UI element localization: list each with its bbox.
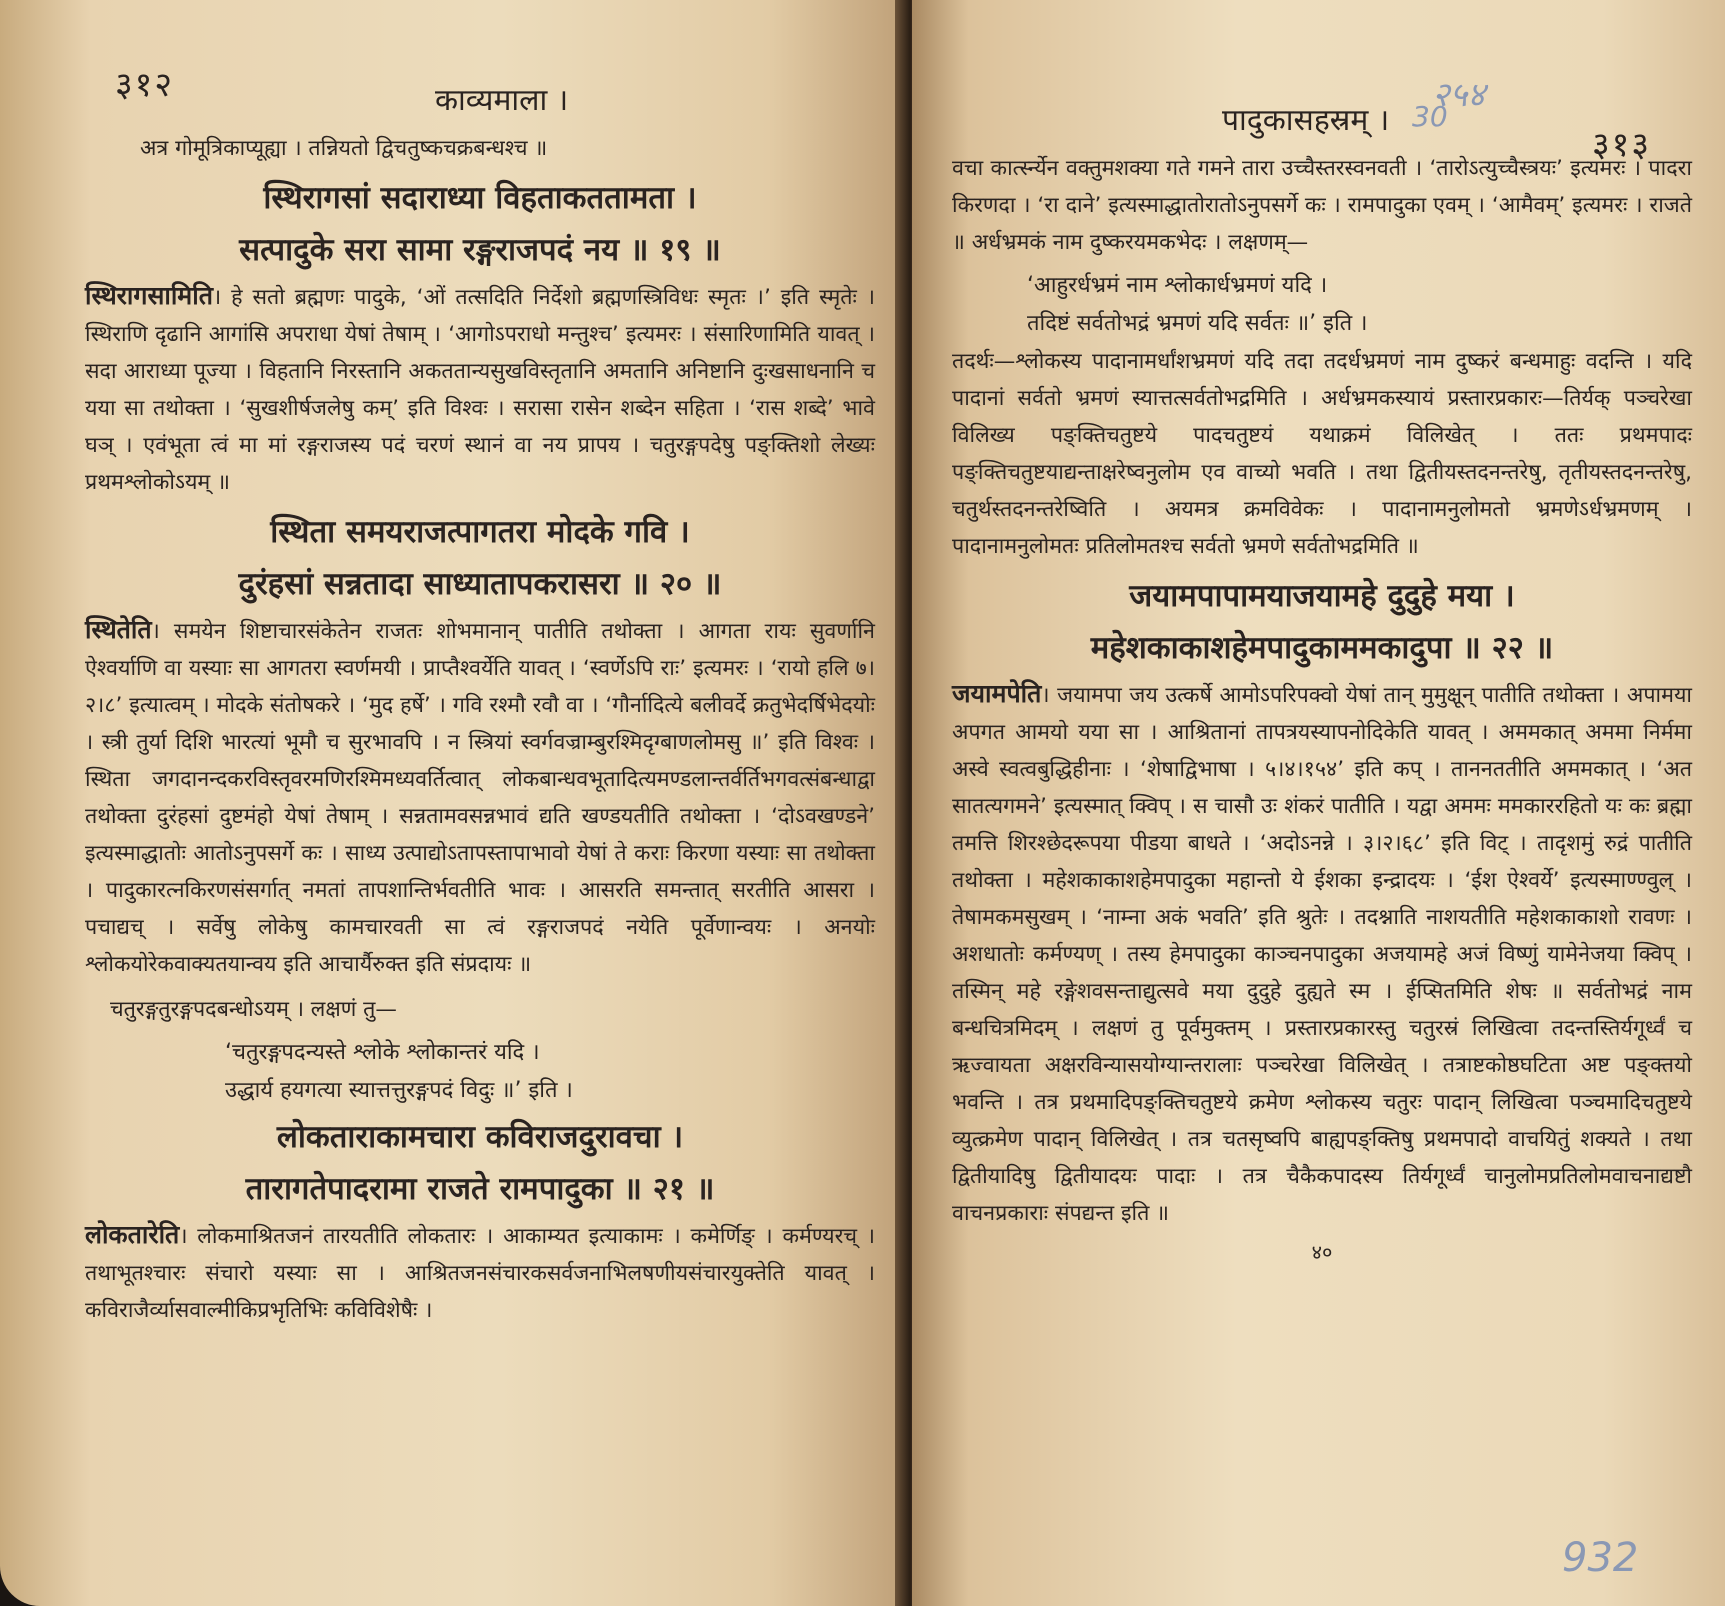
quote-line-2: उद्धार्य हयगत्या स्यात्तत्तुरङ्गपदं विदुः ॥’ इति ।: [225, 1078, 573, 1103]
running-title: काव्यमाला ।: [435, 83, 569, 118]
verse-21-line-2: तारागतेपादरामा राजते रामपादुका ॥ २१ ॥: [245, 1171, 715, 1207]
bandha-line: चतुरङ्गतुरङ्गपदबन्धोऽयम् । लक्षणं तु—: [110, 997, 397, 1022]
commentary-19: [85, 277, 875, 501]
folio-signature: ४०: [1311, 1240, 1333, 1264]
commentary-21: [85, 1216, 875, 1329]
right-page: [912, 0, 1725, 1606]
commentary-lead: लोकतारेति: [85, 1220, 180, 1249]
commentary-22: [952, 675, 1692, 1232]
commentary-lead: जयामपेति: [952, 679, 1042, 708]
intro-line: अत्र गोमूत्रिकाप्यूह्या । तन्नियतो द्विचतुष्कचक्रबन्धश्च ॥: [140, 136, 548, 161]
commentary-lead: स्थिरागसामिति: [85, 281, 213, 310]
page-number: ३१३: [1592, 125, 1652, 165]
commentary-lead: स्थितेति: [85, 615, 152, 644]
verse-22-line-1: जयामपापामयाजयामहे दुदुहे मया ।: [1129, 578, 1515, 614]
verse-20-line-2: दुरंहसां सन्नतादा साध्यातापकरासरा ॥ २० ॥: [238, 566, 722, 602]
page-number: ३१२: [115, 65, 175, 105]
quote-line-2: तदिष्टं सर्वतोभद्रं भ्रमणं यदि सर्वतः ॥’ इति ।: [1027, 311, 1368, 336]
quote-line-1: ‘चतुरङ्गपदन्यस्ते श्लोके श्लोकान्तरं यदि ।: [225, 1040, 540, 1065]
left-column: [85, 60, 875, 1335]
verse-21-line-1: लोकताराकामचारा कविराजदुरावचा ।: [276, 1119, 684, 1155]
running-title: पादुकासहस्रम् ।: [1222, 103, 1390, 138]
verse-20-line-1: स्थिता समयराजत्पागतरा मोदके गवि ।: [270, 514, 690, 550]
commentary-text: । समयेन शिष्टाचारसंकेतेन राजतः शोभमानान् पातीति तथोक्ता । आगता रायः सुवर्णानि ऐश्वर्याणि वा यस्याः सा आगतरा स्वर्णमयी । प्राप्तैश्वर्येति यावत् । ‘स्वर्णेऽपि राः’ इत्यमरः । ‘रायो हलि ७।२।८’ इत्यात्वम् । मोदके संतोषकरे । ‘मुद हर्षे’ । गवि रश्मौ रवौ वा । ‘गौर्नादित्ये बलीवर्दे क्रतुभेदर्षिभेदयोः । स्त्री तुर्या दिशि भारत्यां भूमौ च सुरभावपि । न स्त्रियां स्वर्गवज्राम्बुरश्मिदृग्बाणलोमसु ॥’ इति विश्वः । स्थिता जगदानन्दकरविस्तृवरमणिरश्मिमध्यवर्तित्वात् लोकबान्धवभूतादित्यमण्डलान्तर्वर्तिभगवत्संबन्धाद्वा तथोक्ता दुरंहसां दुष्टमंहो येषां तेषाम् । सन्नतामवसन्नभावं द्यति खण्डयतीति तथोक्ता । ‘दोऽवखण्डने’ इत्यस्माद्धातोः आतोऽनुपसर्गे कः । साध्य उत्पाद्योऽतापस्तापाभावो येषां ते कराः किरणा यस्याः सा तथोक्ता । पादुकारत्नकिरणसंसर्गात् नमतां तापशान्तिर्भवतीति भावः । आसरति समन्तात् सरतीति आसरा । पचाद्यच् । सर्वेषु लोकेषु कामचारवती सा त्वं रङ्गराजपदं नयेति पूर्वेणान्वयः । अनयोः श्लोकयोरेकवाक्यतयान्वय इति आचार्यैरुक्त इति संप्रदायः ॥: [85, 619, 875, 977]
commentary-text: । जयामपा जय उत्कर्षे आमोऽपरिपक्वो येषां तान् मुमुक्षून् पातीति तथोक्ता । अपामया अपगत आमयो यया सा । आश्रितानां तापत्रयस्यापनोदिकेति यावत् । अममकात् अममा निर्ममा अस्वे स्वत्वबुद्धिहीनाः । ‘शेषाद्विभाषा । ५।४।१५४’ इति कप् । ताननततीति अममकात् । ‘अत सातत्यगमने’ इत्यस्मात् क्विप् । स चासौ उः शंकरं पातीति । यद्वा अममः ममकाररहितो यः कः ब्रह्मा तमत्ति शिरश्छेदरूपया पीडया बाधते । ‘अदोऽनन्ने । ३।२।६८’ इति विट् । तादृशमुं रुद्रं पातीति तथोक्ता । महेशकाकाशहेमपादुका महान्तो ये ईशका इन्द्रादयः । ‘ईश ऐश्वर्ये’ इत्यस्माण्ण्वुल् । तेषामकमसुखम् । ‘नाम्ना अकं भवति’ इति श्रुतेः । तदश्नाति नाशयतीति महेशकाकाशो रावणः । अशधातोः कर्मण्यण् । तस्य हेमपादुका काञ्चनपादुका अजयामहे अजं विष्णुं यामेनेजया क्विप् । तस्मिन् महे रङ्गेशवसन्ताद्युत्सवे मया दुदुहे दुह्यते स्म । ईप्सितमिति शेषः ॥ सर्वतोभद्रं नाम बन्धचित्रमिदम् । लक्षणं तु पूर्वमुक्तम् । प्रस्तारप्रकारस्तु चतुरस्रं लिखित्वा तदन्तस्तिर्यगूर्ध्वं च ऋज्वायता अक्षरविन्यासयोग्यान्तरालाः पञ्चरेखा विलिखेत् । तत्राष्टकोष्ठघटिता अष्ट पङ्क्तयो भवन्ति । तत्र प्रथमादिपङ्क्तिचतुष्टये क्रमेण श्लोकस्य चतुरः पादान् लिखित्वा पञ्चमादिचतुष्टये व्युत्क्रमेण पादान् विलिखेत् । तत्र चतसृष्वपि बाह्यपङ्क्तिषु प्रथमपादो वाचयितुं शक्यते । तथा द्वितीयादिषु द्वितीयादयः पादाः । तत्र चैकैकपादस्य तिर्यगूर्ध्वं चानुलोमप्रतिलोमवाचनाद्यष्टौ वाचनप्रकाराः संपद्यन्त इति ॥: [952, 683, 1692, 1226]
handwritten-note-top: २५४: [1432, 75, 1486, 115]
commentary-text: । हे सतो ब्रह्मणः पादुके, ‘ओं तत्सदिति निर्देशो ब्रह्मणस्त्रिविधः स्मृतः ।’ इति स्मृतेः । स्थिराणि दृढानि आगांसि अपराधा येषां तेषाम् । ‘आगोऽपराधो मन्तुश्च’ इत्यमरः । संसारिणामिति यावत् । सदा आराध्या पूज्या । विहतानि निरस्तानि अकततान्यसुखविस्तृतानि अमतानि अनिष्टानि दुःखसाधनानि च यया सा तथोक्ता । ‘सुखशीर्षजलेषु कम्’ इति विश्वः । सरासा रासेन शब्देन सहिता । ‘रास शब्दे’ भावे घञ् । एवंभूता त्वं मा मां रङ्गराजस्य पदं चरणं स्थानं वा नय प्रापय । चतुरङ्गपदेषु पङ्क्तिशो लेख्यः प्रथमश्लोकोऽयम् ॥: [85, 285, 875, 495]
verse-22-line-2: महेशकाकाशहेमपादुकाममकादुपा ॥ २२ ॥: [1090, 630, 1554, 666]
verse-19-line-1: स्थिरागसां सदाराध्या विहताकततामता ।: [263, 180, 697, 216]
commentary-bandha: तदर्थः—श्लोकस्य पादानामर्धांशभ्रमणं यदि तदा तदर्धभ्रमणं नाम दुष्करं बन्धमाहुः वदन्ति । यदि पादानां सर्वतो भ्रमणं स्यात्तत्सर्वतोभद्रमिति । अर्धभ्रमकस्यायं प्रस्तारप्रकारः—तिर्यक् पञ्चरेखा विलिख्य पङ्क्तिचतुष्टये पादचतुष्टयं यथाक्रमं विलिखेत् । ततः प्रथमपादः पङ्क्तिचतुष्टयाद्यन्ताक्षरेष्वनुलोम एव वाच्यो भवति । तथा द्वितीयस्तदनन्तरेषु, तृतीयस्तदनन्तरेषु, चतुर्थस्तदनन्तरेष्विति । अयमत्र क्रमविवेकः । पादानामनुलोमतो भ्रमणेऽर्धभ्रमणम् । पादानामनुलोमतः प्रतिलोमतश्च सर्वतो भ्रमणे सर्वतोभद्रमिति ॥: [952, 349, 1692, 559]
handwritten-page-note: 30: [1412, 100, 1448, 133]
quote-line-1: ‘आहुरर्धभ्रमं नाम श्लोकार्धभ्रमणं यदि ।: [1027, 273, 1328, 298]
verse-19-line-2: सत्पादुके सरा सामा रङ्गराजपदं नय ॥ १९ ॥: [239, 232, 721, 268]
commentary-text: । लोकमाश्रितजनं तारयतीति लोकतारः । आकाम्यत इत्याकामः । कमेर्णिङ् । कर्मण्यरच् । तथाभूतश्चारः संचारो यस्याः सा । आश्रितजनसंचारकसर्वजनाभिलषणीयसंचारयुक्तेति यावत् । कविराजैर्व्यासवाल्मीकिप्रभृतिभिः कविविशेषैः ।: [85, 1224, 875, 1323]
right-column: [952, 80, 1692, 1265]
handwritten-note-bottom: 932: [1562, 1535, 1639, 1581]
left-header: [85, 60, 875, 130]
commentary-20: [85, 611, 875, 983]
right-header: [952, 80, 1692, 165]
commentary-continued: वचा कार्त्स्न्येन वक्तुमशक्या गते गमने तारा उच्चैस्तरस्वनवती । ‘तारोऽत्युच्चैस्त्रयः’ इत्यमरः । पादरा किरणदा । ‘रा दाने’ इत्यस्माद्धातोरातोऽनुपसर्गे कः । रामपादुका एवम् । ‘आमैवम्’ इत्यमरः । राजते ॥ अर्धभ्रमकं नाम दुष्करयमकभेदः । लक्षणम्—: [952, 156, 1692, 255]
